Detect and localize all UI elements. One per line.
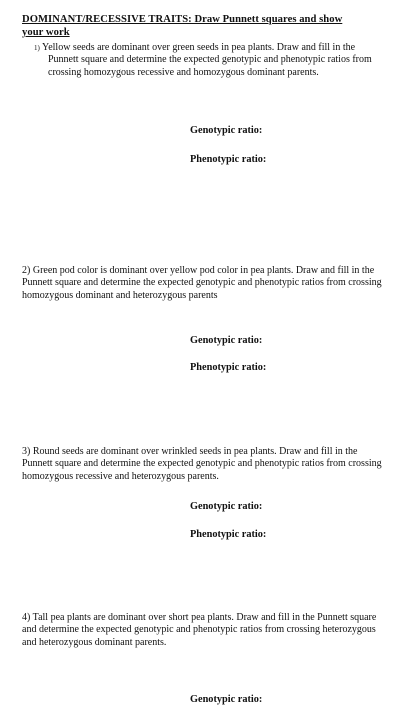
question-1-number: 1) — [34, 44, 40, 52]
question-4-number: 4) — [22, 612, 31, 623]
title-line-1: DOMINANT/RECESSIVE TRAITS: Draw Punnett squares and show — [22, 14, 343, 25]
question-4 — [22, 612, 384, 649]
question-4-text: Tall pea plants are dominant over short pea plants. Draw and fill in the Punnett square and determine the expected genotypic and phenotypic ratios from crossing heterozygous and heterozygous dominant parents. — [22, 612, 377, 648]
question-1-text: Yellow seeds are dominant over green seeds in pea plants. Draw and fill in the Punnett square and determine the expected genotypic and phenotypic ratios from crossing homozygous recessive and homozygous dominant parents. — [41, 42, 372, 78]
question-2 — [22, 265, 384, 302]
question-1-genotypic-label: Genotypic ratio: — [190, 125, 263, 136]
question-1 — [34, 42, 382, 79]
question-2-phenotypic-label: Phenotypic ratio: — [190, 362, 267, 373]
question-1-phenotypic-label: Phenotypic ratio: — [190, 154, 267, 165]
question-3-genotypic-label: Genotypic ratio: — [190, 501, 263, 512]
question-3-phenotypic-label: Phenotypic ratio: — [190, 529, 267, 540]
question-2-text: Green pod color is dominant over yellow pod color in pea plants. Draw and fill in the Punnett square and determine the expected genotypic and phenotypic ratios from crossing homozygous dominant and heterozygous parents — [22, 265, 382, 301]
worksheet-title — [22, 13, 392, 39]
question-2-genotypic-label: Genotypic ratio: — [190, 335, 263, 346]
question-3 — [22, 446, 384, 483]
question-3-number: 3) — [22, 446, 31, 457]
question-3-text: Round seeds are dominant over wrinkled seeds in pea plants. Draw and fill in the Punnett square and determine the expected genotypic and phenotypic ratios from crossing homozygous recessive and heterozygous parents. — [22, 446, 382, 482]
question-2-number: 2) — [22, 265, 31, 276]
title-line-2: your work — [22, 27, 70, 38]
question-4-genotypic-label: Genotypic ratio: — [190, 694, 263, 705]
